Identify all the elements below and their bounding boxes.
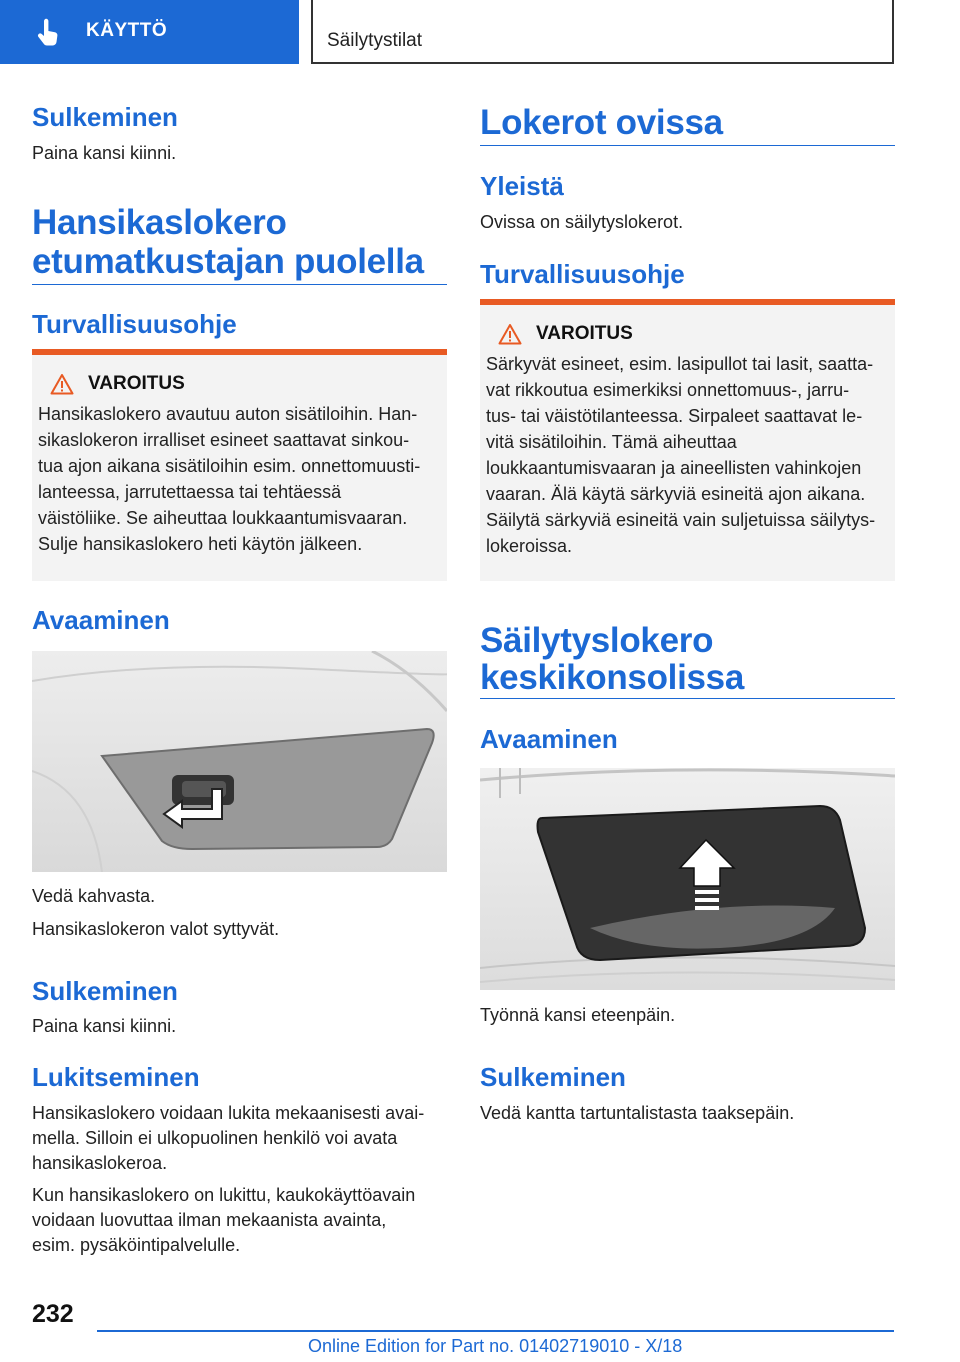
glovebox-handle-photo bbox=[32, 651, 447, 872]
locking-paragraph-1 bbox=[32, 1101, 424, 1176]
safety-heading: Turvallisuusohje bbox=[480, 259, 685, 289]
warning-box bbox=[32, 349, 447, 581]
warning-text bbox=[486, 351, 887, 559]
warning-line: Sulje hansikaslokero heti käytön jälkeen. bbox=[38, 534, 363, 554]
closing-heading: Sulkeminen bbox=[32, 102, 178, 132]
hand-pointer-icon bbox=[34, 18, 64, 48]
warning-line: vaaran. Älä käytä särkyviä esineitä ajon aikana. bbox=[486, 484, 866, 504]
warning-line: sikaslokeron irralliset esineet saattavat sinkou- bbox=[38, 430, 410, 450]
text-line: voidaan luovuttaa ilman mekaanista avainta, bbox=[32, 1210, 387, 1230]
console-heading-line2: keskikonsolissa bbox=[480, 658, 744, 697]
warning-label: VAROITUS bbox=[88, 373, 185, 394]
warning-line: Säilytä särkyviä esineitä vain suljetuissa säilytys- bbox=[486, 510, 876, 530]
edition-text: Online Edition for Part no. 01402719010 - X/18 bbox=[308, 1336, 683, 1356]
text-line: mella. Silloin ei ulkopuolinen henkilö voi avata bbox=[32, 1128, 398, 1148]
section-rule bbox=[32, 284, 447, 285]
warning-line: vitä sisätiloihin. Tämä aiheuttaa bbox=[486, 432, 737, 452]
warning-line: tus- tai väistötilanteessa. Sirpaleet saattavat le- bbox=[486, 406, 863, 426]
text-line: hansikaslokeroa. bbox=[32, 1153, 168, 1173]
warning-line: lanteessa, jarrutettaessa tai tehtäessä bbox=[38, 482, 342, 502]
text-line: Kun hansikaslokero on lukittu, kaukokäyttöavain bbox=[32, 1185, 416, 1205]
console-heading-line1: Säilytyslokero bbox=[480, 621, 714, 660]
section-tab[interactable] bbox=[0, 0, 299, 64]
opening-step-1: Vedä kahvasta. bbox=[32, 886, 156, 906]
warning-line: Särkyvät esineet, esim. lasipullot tai lasit, saatta- bbox=[486, 354, 874, 374]
warning-line: vat rikkoutua esimerkiksi onnettomuus-, jarru- bbox=[486, 380, 850, 400]
footer-rule bbox=[97, 1330, 894, 1332]
page-number: 232 bbox=[32, 1300, 74, 1328]
text-line: esim. pysäköintipalvelulle. bbox=[32, 1235, 241, 1255]
warning-line: väistöliike. Se aiheuttaa loukkaantumisvaaran. bbox=[38, 508, 408, 528]
warning-line: Hansikaslokero avautuu auton sisätiloihin. Han- bbox=[38, 404, 418, 424]
section-rule bbox=[480, 145, 895, 146]
warning-text bbox=[38, 401, 439, 557]
safety-heading: Turvallisuusohje bbox=[32, 309, 237, 339]
glovebox-heading-line1: Hansikaslokero bbox=[32, 203, 287, 242]
general-heading: Yleistä bbox=[480, 171, 564, 201]
locking-paragraph-2 bbox=[32, 1183, 415, 1258]
opening-heading: Avaaminen bbox=[32, 605, 170, 635]
locking-heading: Lukitseminen bbox=[32, 1062, 200, 1092]
chapter-tab-label: Säilytystilat bbox=[327, 30, 423, 51]
closing-text: Paina kansi kiinni. bbox=[32, 143, 177, 163]
closing-heading-2: Sulkeminen bbox=[32, 976, 178, 1006]
warning-label: VAROITUS bbox=[536, 323, 633, 344]
console-opening-text: Työnnä kansi eteenpäin. bbox=[480, 1005, 676, 1025]
section-rule bbox=[480, 698, 895, 699]
closing-text-2: Paina kansi kiinni. bbox=[32, 1016, 177, 1036]
general-text: Ovissa on säilytyslokerot. bbox=[480, 212, 684, 232]
opening-step-2: Hansikaslokeron valot syttyvät. bbox=[32, 919, 280, 939]
warning-triangle-icon bbox=[50, 373, 74, 395]
warning-box bbox=[480, 299, 895, 581]
door-compartments-heading: Lokerot ovissa bbox=[480, 103, 723, 142]
section-tab-label: KÄYTTÖ bbox=[86, 20, 168, 41]
warning-line: lokeroissa. bbox=[486, 536, 573, 556]
center-console-photo bbox=[480, 768, 895, 990]
console-closing-text: Vedä kantta tartuntalistasta taaksepäin. bbox=[480, 1103, 795, 1123]
text-line: Hansikaslokero voidaan lukita mekaanisesti avai- bbox=[32, 1103, 425, 1123]
console-closing-heading: Sulkeminen bbox=[480, 1062, 626, 1092]
warning-line: loukkaantumisvaaran ja aineellisten vahinkojen bbox=[486, 458, 862, 478]
warning-line: tua ajon aikana sisätiloihin esim. onnettomuusti- bbox=[38, 456, 421, 476]
opening-heading: Avaaminen bbox=[480, 724, 618, 754]
glovebox-heading-line2: etumatkustajan puolella bbox=[32, 242, 424, 281]
warning-triangle-icon bbox=[498, 323, 522, 345]
chapter-tab[interactable] bbox=[311, 0, 894, 64]
